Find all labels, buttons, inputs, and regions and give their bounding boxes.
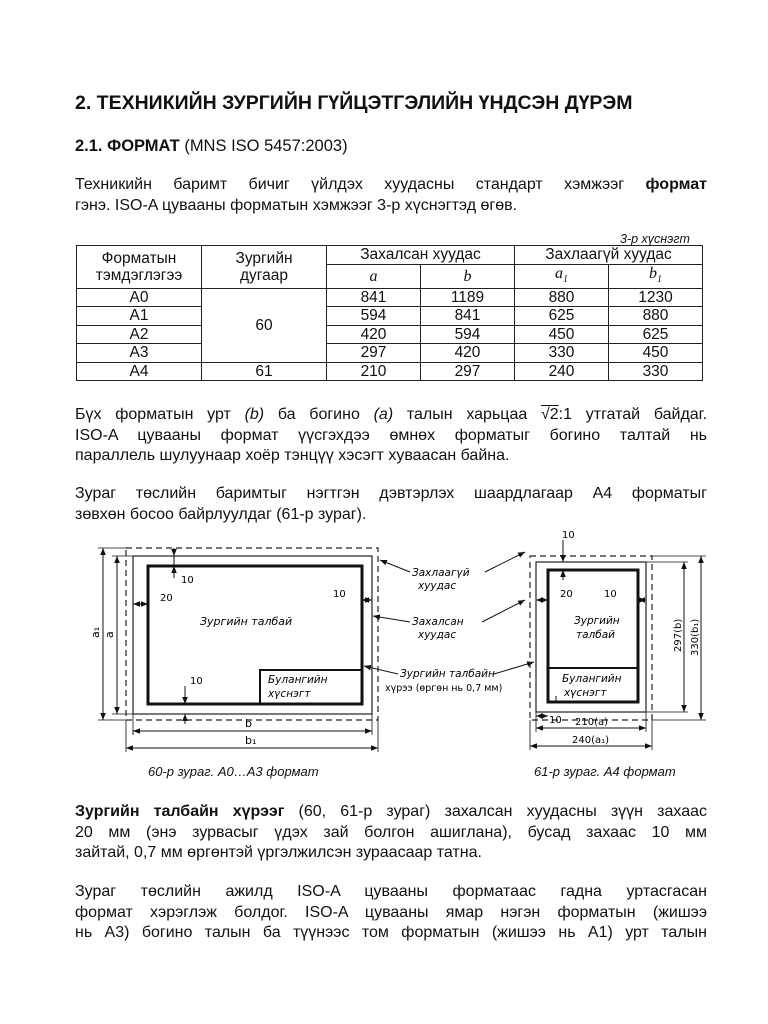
cell-format: A0 bbox=[77, 288, 202, 307]
a4-dim-330: 330(b₁) bbox=[690, 618, 701, 656]
label-frame-1: Зургийн талбайн bbox=[400, 668, 495, 680]
section-heading: 2. ТЕХНИКИЙН ЗУРГИЙН ГҮЙЦЭТГЭЛИЙН ҮНДСЭН ДҮРЭМ bbox=[75, 92, 633, 114]
header-untrimmed-sheet: Захлаагүй хуудас bbox=[515, 246, 703, 265]
header-a1-letter: a bbox=[555, 264, 563, 282]
trimmed-sheet-outline bbox=[133, 556, 372, 714]
cell-format: A4 bbox=[77, 362, 202, 381]
cell-b1: 1230 bbox=[609, 288, 703, 307]
dim-20-left: 20 bbox=[160, 593, 173, 604]
cell-a1: 880 bbox=[515, 288, 609, 307]
figure-61-caption: 61-р зураг. A4 формат bbox=[534, 764, 676, 779]
intro-line-2: гэнэ. ISO-A цувааны форматын хэмжээг 3-р хүснэгтэд өгөв. bbox=[75, 196, 518, 214]
ratio-text: :1 утгатай байдаг. bbox=[558, 406, 708, 423]
a4-dim-20: 20 bbox=[560, 589, 573, 600]
ratio-text: талын харьцаа bbox=[393, 406, 541, 423]
dim-b: b bbox=[245, 717, 252, 730]
intro-term: формат bbox=[645, 176, 707, 193]
a4-title-block-2: хүснэгт bbox=[564, 687, 607, 699]
frame-term: Зургийн талбайн хүрээг bbox=[75, 803, 285, 820]
table-row bbox=[77, 325, 703, 344]
untrimmed-sheet-outline bbox=[126, 548, 378, 720]
header-line: дугаар bbox=[240, 266, 288, 284]
a4-dim-10-top: 10 bbox=[562, 530, 575, 541]
table-row bbox=[77, 288, 703, 307]
figure-60-drawing bbox=[89, 548, 378, 752]
ratio-b: (b) bbox=[244, 406, 265, 423]
a4-dim-10-bottom: 10 bbox=[549, 715, 562, 726]
cell-b: 841 bbox=[421, 307, 515, 326]
cell-format: A1 bbox=[77, 307, 202, 326]
cell-a: 594 bbox=[327, 307, 421, 326]
ratio-line-1 bbox=[75, 405, 707, 426]
cell-a: 210 bbox=[327, 362, 421, 381]
header-b1-letter: b bbox=[649, 264, 657, 282]
figure-61-drawing bbox=[530, 530, 706, 750]
sqrt-two: √2 bbox=[540, 406, 559, 423]
subsection-heading bbox=[75, 137, 348, 156]
intro-text: Техникийн баримт бичиг үйлдэх хуудасны стандарт хэмжээг bbox=[75, 176, 646, 193]
label-trimmed-2: хуудас bbox=[418, 629, 457, 641]
intro-line-1 bbox=[75, 175, 707, 196]
cell-b1: 880 bbox=[609, 307, 703, 326]
cell-b: 594 bbox=[421, 325, 515, 344]
table-header-row bbox=[77, 246, 703, 265]
cell-a1: 450 bbox=[515, 325, 609, 344]
figure-60-caption: 60-р зураг. A0…A3 формат bbox=[148, 764, 319, 779]
cell-format: A3 bbox=[77, 344, 202, 363]
label-trimmed-1: Захалсан bbox=[412, 616, 464, 628]
drawing-frame bbox=[148, 566, 362, 704]
frame-text: (60, 61-р зураг) захалсан хуудасны зүүн захаас bbox=[284, 803, 707, 820]
extended-line-1: Зураг төслийн ажилд ISO-A цувааны форматаас гадна уртасгасан bbox=[75, 883, 707, 900]
table-row bbox=[77, 307, 703, 326]
intro-paragraph bbox=[75, 175, 707, 216]
header-line: Зургийн bbox=[235, 249, 293, 267]
a4-dim-297: 297(b) bbox=[673, 618, 684, 652]
a4-title-block-1: Булангийн bbox=[562, 673, 622, 685]
a4-line-1: Зураг төслийн баримтыг нэгтгэн дэвтэрлэх шаардлагаар A4 форматыг bbox=[75, 485, 707, 502]
title-block-label-1: Булангийн bbox=[268, 674, 328, 686]
ratio-a: (a) bbox=[373, 406, 394, 423]
cell-figure-61: 61 bbox=[202, 362, 327, 381]
subsection-number-title: 2.1. ФОРМАТ bbox=[75, 137, 180, 155]
dim-a1: a₁ bbox=[89, 626, 102, 638]
a4-dim-10-right: 10 bbox=[604, 589, 617, 600]
a4-line-2: зөвхөн босоо байрлуулдаг (61-р зураг). bbox=[75, 505, 367, 523]
drawing-field-label: Зургийн талбай bbox=[200, 615, 293, 628]
frame-line-2: 20 мм (энэ зурвасыг үдэх зай болгон ашиглана), бусад захаас 10 мм bbox=[75, 823, 707, 841]
ratio-text: Бүх форматын урт bbox=[75, 406, 245, 423]
a4-paragraph bbox=[75, 484, 707, 525]
dim-a: a bbox=[103, 631, 116, 638]
dim-10-bottom: 10 bbox=[190, 676, 203, 687]
table-caption: 3-р хүснэгт bbox=[620, 232, 690, 246]
cell-b: 420 bbox=[421, 344, 515, 363]
cell-figure-60: 60 bbox=[202, 288, 327, 362]
cell-format: A2 bbox=[77, 325, 202, 344]
cell-b1: 625 bbox=[609, 325, 703, 344]
header-line: Форматын bbox=[101, 249, 177, 267]
format-figure bbox=[0, 520, 768, 765]
header-b1 bbox=[609, 264, 703, 288]
cell-a1: 625 bbox=[515, 307, 609, 326]
frame-paragraph bbox=[75, 802, 707, 864]
frame-line-1 bbox=[75, 802, 707, 823]
a4-dim-240: 240(a₁) bbox=[572, 735, 610, 746]
cell-b1: 330 bbox=[609, 362, 703, 381]
label-untrimmed-2: хуудас bbox=[418, 580, 457, 592]
format-table bbox=[76, 245, 703, 381]
frame-line-3: зайтай, 0,7 мм өргөнтэй үргэлжилсэн зураасаар татна. bbox=[75, 844, 482, 861]
cell-a: 841 bbox=[327, 288, 421, 307]
header-trimmed-sheet: Захалсан хуудас bbox=[327, 246, 515, 265]
header-b1-sub: 1 bbox=[657, 273, 662, 285]
a4-field-label-1: Зургийн bbox=[574, 615, 620, 627]
ratio-text: ба богино bbox=[264, 406, 374, 423]
title-block-label-2: хүснэгт bbox=[268, 688, 311, 700]
cell-a: 420 bbox=[327, 325, 421, 344]
subsection-standard: (MNS ISO 5457:2003) bbox=[179, 137, 348, 155]
dim-10-right: 10 bbox=[333, 589, 346, 600]
label-frame-2: хүрээ (өргөн нь 0,7 мм) bbox=[385, 683, 503, 694]
ratio-line-3: параллель шулуунаар хоёр тэнцүү хэсэгт хуваасан байна. bbox=[75, 447, 510, 464]
a4-dim-210: 210(a) bbox=[575, 717, 609, 728]
header-figure-number bbox=[202, 246, 327, 289]
header-line: тэмдэглэгээ bbox=[95, 266, 183, 284]
ratio-paragraph bbox=[75, 405, 707, 467]
header-a: a bbox=[327, 264, 421, 288]
a4-field-label-2: талбай bbox=[576, 629, 615, 641]
label-untrimmed-1: Захлаагүй bbox=[412, 567, 470, 579]
header-a1-sub: 1 bbox=[563, 273, 568, 285]
figure-legend bbox=[364, 552, 534, 694]
cell-b: 297 bbox=[421, 362, 515, 381]
cell-a: 297 bbox=[327, 344, 421, 363]
cell-b1: 450 bbox=[609, 344, 703, 363]
cell-a1: 330 bbox=[515, 344, 609, 363]
header-a1 bbox=[515, 264, 609, 288]
header-format-designation bbox=[77, 246, 202, 289]
extended-format-paragraph bbox=[75, 882, 707, 944]
extended-line-2: формат хэрэглэж болдог. ISO-A цувааны ямар нэгэн форматын (жишээ bbox=[75, 903, 707, 921]
dim-b1: b₁ bbox=[245, 734, 257, 747]
table-row bbox=[77, 344, 703, 363]
header-b: b bbox=[421, 264, 515, 288]
cell-a1: 240 bbox=[515, 362, 609, 381]
cell-b: 1189 bbox=[421, 288, 515, 307]
dim-10-top: 10 bbox=[181, 575, 194, 586]
extended-line-3: нь A3) богино талын ба түүнээс том форматын (жишээ нь A1) урт талын bbox=[75, 924, 707, 941]
table-row bbox=[77, 362, 703, 381]
ratio-line-2: ISO-A цувааны формат үүсгэхдээ өмнөх форматыг богино талтай нь bbox=[75, 426, 707, 444]
